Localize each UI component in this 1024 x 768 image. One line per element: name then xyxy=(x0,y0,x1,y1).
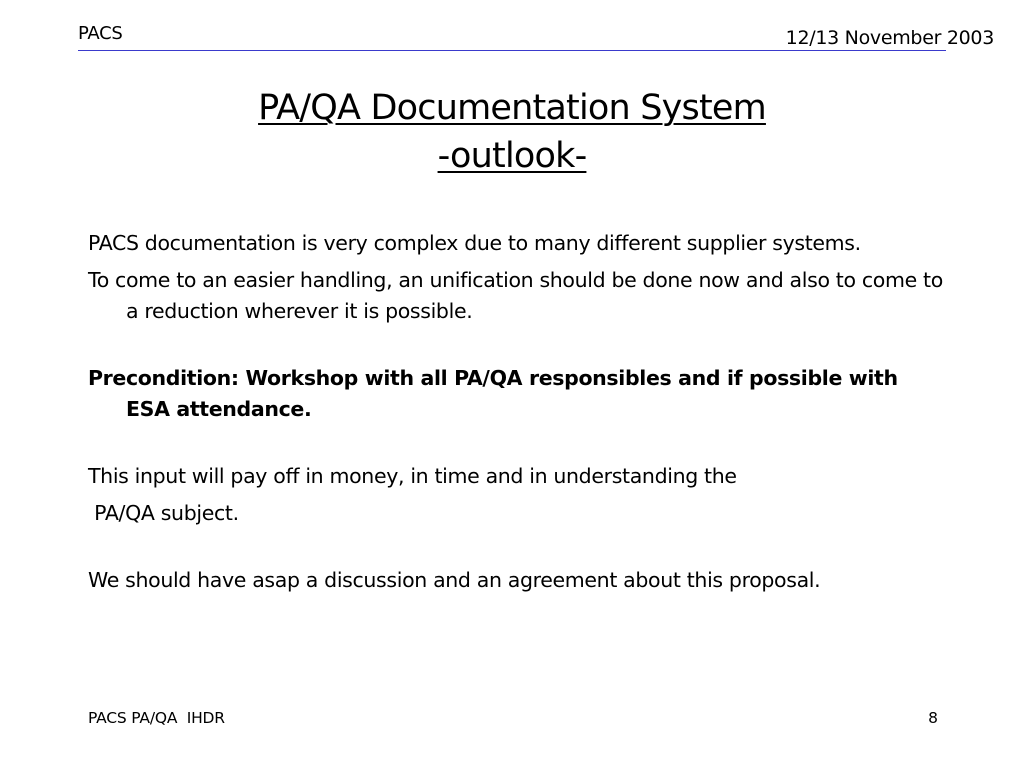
slide-title xyxy=(0,84,1024,180)
paragraph-payoff-line-2: PA/QA subject. xyxy=(88,501,239,525)
header-date: 12/13 November 2003 xyxy=(785,27,994,49)
paragraph-precondition: Precondition: Workshop with all PA/QA responsibles and if possible with ESA attendance. xyxy=(88,366,898,421)
paragraph-discussion: We should have asap a discussion and an agreement about this proposal. xyxy=(88,568,821,592)
header-divider xyxy=(78,50,946,51)
paragraph-unification: To come to an easier handling, an unification should be done now and also to come to a reduction wherever it is possible. xyxy=(88,268,943,323)
paragraph-payoff-line-1: This input will pay off in money, in time and in understanding the xyxy=(88,464,737,488)
title-line-2: -outlook- xyxy=(437,136,587,176)
footer-label: PACS PA/QA IHDR xyxy=(88,709,225,727)
header-project-label: PACS xyxy=(78,23,123,44)
page-number: 8 xyxy=(928,709,938,727)
title-line-1: PA/QA Documentation System xyxy=(258,88,766,128)
slide-body xyxy=(88,228,948,596)
paragraph-complexity: PACS documentation is very complex due to many different supplier systems. xyxy=(88,231,861,255)
